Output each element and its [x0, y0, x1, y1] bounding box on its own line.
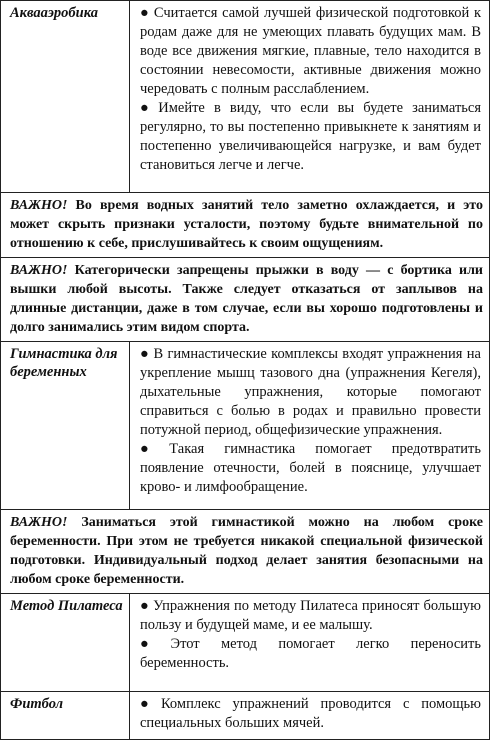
note-cell	[1, 258, 490, 342]
bullet-paragraph	[140, 345, 481, 440]
row-body-cell	[130, 594, 490, 692]
table-row-note-no-diving	[1, 258, 490, 342]
row-label: Гимнастика для беременных	[10, 346, 118, 380]
note-text: Во время водных занятий тело заметно охлаждается, и это может скрыть признаки усталости, поэтому будьте внимательной по отношению к себе, прислушивайтесь к своим ощущениям.	[10, 198, 484, 251]
note-text: Категорически запрещены прыжки в воду — с бортика или вышки любой высоты. Также следует отказаться от заплывов на длинные дистанции, даже в том случае, если вы хорошо подготовлены и долго занимались этим видом спорта.	[10, 263, 483, 335]
table-row-pregnancy-gymnastics	[1, 342, 490, 510]
note-text: Заниматься этой гимнастикой можно на любом сроке беременности. При этом не требуется никакой специальной физической подготовки. Индивидуальный подход делает занятия безопасными на любом сроке беременности.	[10, 515, 484, 587]
bullet-paragraph	[140, 597, 481, 635]
row-label: Метод Пилатеса	[10, 598, 123, 614]
note-cell	[1, 510, 490, 594]
note-lead: ВАЖНО!	[10, 515, 68, 530]
bullet-icon: ●	[140, 696, 157, 712]
paragraph-text: Такая гимнастика помогает предотвратить появление отечности, болей в пояснице, улучшает крово- и лимфообращение.	[140, 441, 481, 495]
paragraph-text: Комплекс упражнений проводится с помощью специальных больших мячей.	[140, 696, 481, 731]
bullet-icon: ●	[140, 346, 150, 362]
paragraph-text: Имейте в виду, что если вы будете заниматься регулярно, то вы постепенно привыкнете к занятиям и постепенно увеличивающейся нагрузке, и вам будет становиться легче и легче.	[140, 100, 481, 173]
bullet-paragraph	[140, 99, 481, 175]
bullet-icon: ●	[140, 441, 166, 457]
row-label: Аквааэробика	[10, 5, 98, 21]
table-row-pilates	[1, 594, 490, 692]
row-label-cell	[1, 1, 130, 193]
bullet-paragraph	[140, 695, 481, 733]
row-label-cell	[1, 594, 130, 692]
bullet-paragraph	[140, 440, 481, 497]
row-body-cell	[130, 1, 490, 193]
bullet-icon: ●	[140, 5, 150, 21]
bullet-icon: ●	[140, 100, 155, 116]
table-row-note-any-term	[1, 510, 490, 594]
row-label-cell	[1, 692, 130, 740]
note-cell	[1, 193, 490, 258]
paragraph-text: Упражнения по методу Пилатеса приносят большую пользу и будущей маме, и ее малышу.	[140, 598, 481, 633]
paragraph-text: Этот метод помогает легко переносить беременность.	[140, 636, 481, 671]
table-row-fitball	[1, 692, 490, 740]
row-body-cell	[130, 692, 490, 740]
table-row-aqua-aerobics	[1, 1, 490, 193]
bullet-paragraph	[140, 635, 481, 673]
note-lead: ВАЖНО!	[10, 198, 68, 213]
row-label: Фитбол	[10, 696, 64, 712]
paragraph-text: Считается самой лучшей физической подготовкой к родам даже для не умеющих плавать будущих мам. В воде все движения мягкие, плавные, тело находится в состоянии невесомости, активные движения можно чередовать с полным расслаблением.	[140, 5, 481, 97]
bullet-icon: ●	[140, 598, 150, 614]
note-lead: ВАЖНО!	[10, 263, 68, 278]
bullet-paragraph	[140, 4, 481, 99]
bullet-icon: ●	[140, 636, 167, 652]
table-row-note-water-cooling	[1, 193, 490, 258]
row-body-cell	[130, 342, 490, 510]
row-label-cell	[1, 342, 130, 510]
paragraph-text: В гимнастические комплексы входят упражнения на укрепление мышц тазового дна (упражнения Кегеля), дыхательные упражнения, которые помогают справиться с болью в родах и правильно провести потужной период, общефизические упражнения.	[140, 346, 481, 438]
